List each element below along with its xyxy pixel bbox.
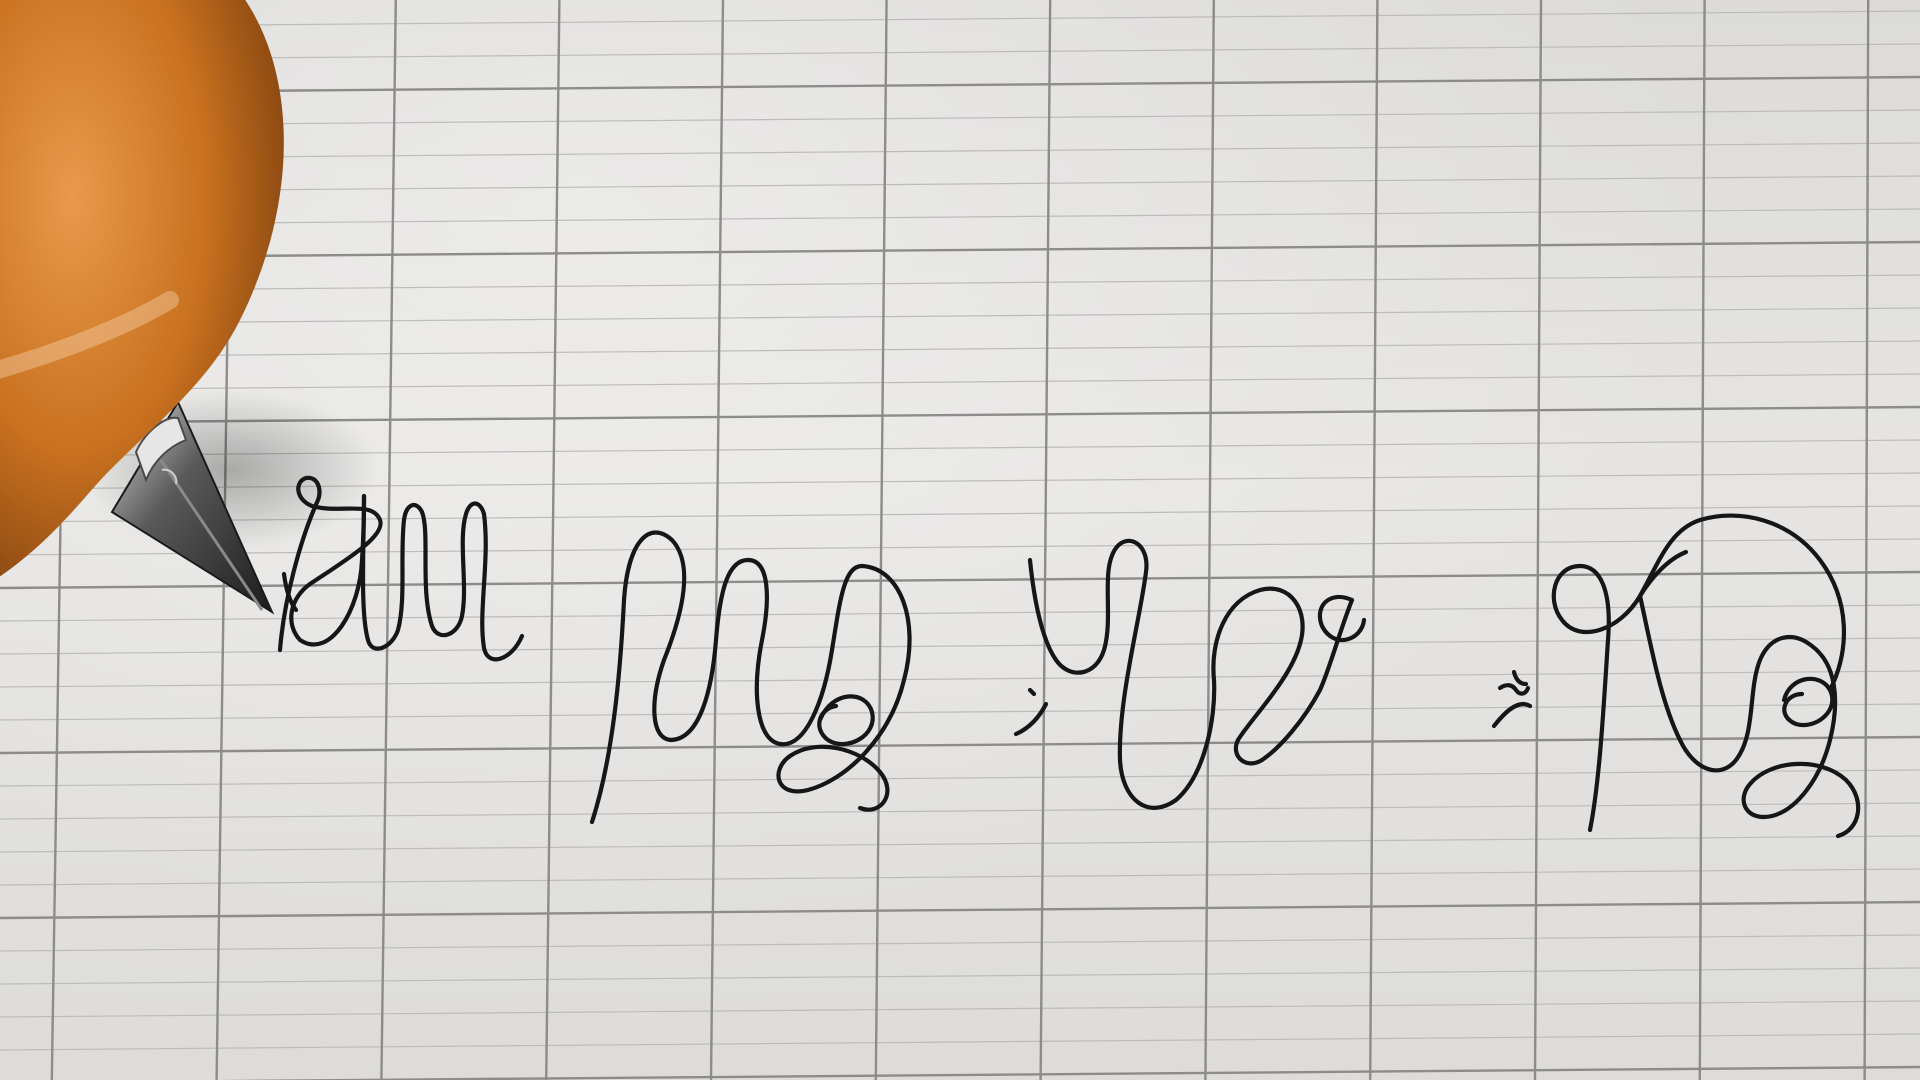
grid-vertical-line <box>1535 0 1541 1080</box>
grid-guide-line <box>0 374 1920 390</box>
grid-vertical-line <box>1370 0 1377 1080</box>
grid-guide-line <box>0 44 1920 60</box>
grid-guide-line <box>0 341 1920 357</box>
grid-guide-line <box>0 11 1920 27</box>
grid-guide-line <box>0 638 1920 654</box>
grid-horizontal-line <box>0 1067 1920 1080</box>
grid-guide-line <box>0 803 1920 819</box>
grid-guide-line <box>0 671 1920 687</box>
grid-guide-line <box>0 209 1920 225</box>
grid-guide-line <box>0 110 1920 126</box>
grid-horizontal-line <box>0 77 1920 93</box>
grid-guide-line <box>0 308 1920 324</box>
grid-guide-line <box>0 770 1920 786</box>
grid-guide-line <box>0 869 1920 885</box>
grid-guide-line <box>0 968 1920 984</box>
grid-vertical-line <box>546 0 559 1080</box>
grid-guide-line <box>0 836 1920 852</box>
grid-vertical-line <box>1700 0 1705 1080</box>
grid-vertical-line <box>381 0 395 1080</box>
grid-horizontal-line <box>0 737 1920 753</box>
grid-horizontal-line <box>0 902 1920 918</box>
handwritten-word-chu <box>1016 541 1364 808</box>
handwritten-word-mau <box>1494 516 1858 836</box>
grid-vertical-line <box>1041 0 1051 1080</box>
grid-horizontal-line <box>0 242 1920 258</box>
grid-guide-line <box>0 275 1920 291</box>
grid-vertical-line <box>1205 0 1213 1080</box>
grid-vertical-line <box>711 0 723 1080</box>
grid-guide-line <box>0 704 1920 720</box>
grid-guide-line <box>0 935 1920 951</box>
grid-guide-line <box>0 1034 1920 1050</box>
grid-guide-line <box>0 1001 1920 1017</box>
grid-guide-line <box>0 143 1920 159</box>
grid-guide-line <box>0 176 1920 192</box>
handwritten-word-minh <box>280 478 522 660</box>
grid-vertical-line <box>876 0 887 1080</box>
